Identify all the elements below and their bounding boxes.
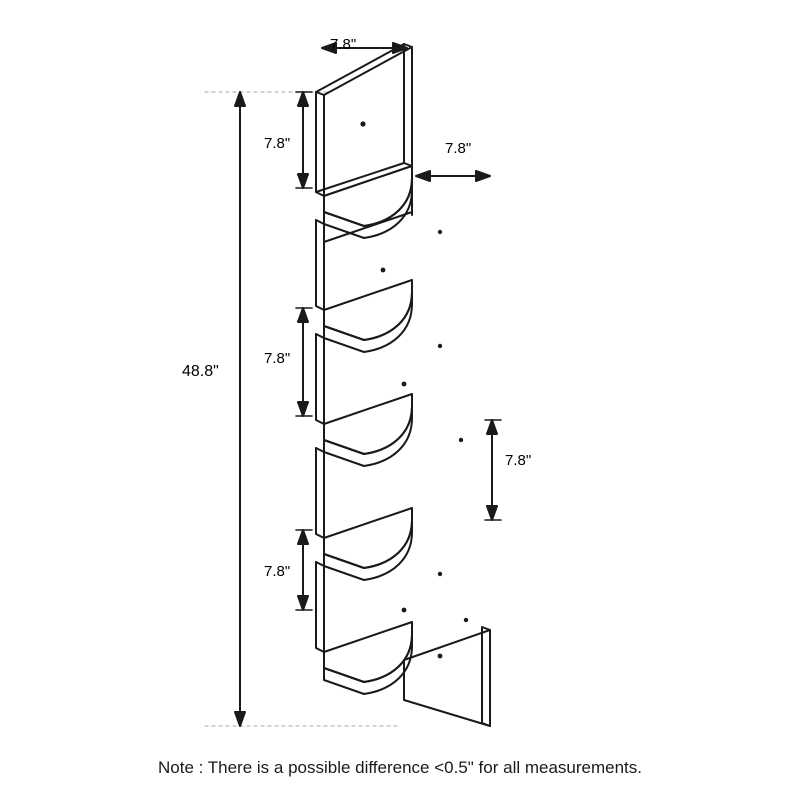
overall-height-dimension [235,92,245,726]
shelf-tier-4 [316,508,442,652]
tier-2-height-dimension [296,308,312,416]
dimension-label-tier-3-height: 7.8" [505,452,532,469]
dimension-label-overall-height: 48.8" [182,363,219,380]
dimension-label-tier-1-height: 7.8" [264,135,291,152]
dimension-label-top-width: 7.8" [330,36,357,53]
measurement-note: Note : There is a possible difference <0.5" for all measurements. [157,758,643,777]
shelf-tier-5 [324,618,490,726]
dimension-label-tier-2-height: 7.8" [264,350,291,367]
dimension-label-tier-4-height: 7.8" [264,563,291,580]
tier-1-height-dimension [296,92,312,188]
shelf-tier-2 [316,280,442,424]
shelf-tier-1 [316,166,442,310]
tier-4-height-dimension [296,530,312,610]
dimension-label-top-depth: 7.8" [445,140,472,157]
top-depth-dimension [416,171,490,181]
tier-3-height-dimension [485,420,501,520]
